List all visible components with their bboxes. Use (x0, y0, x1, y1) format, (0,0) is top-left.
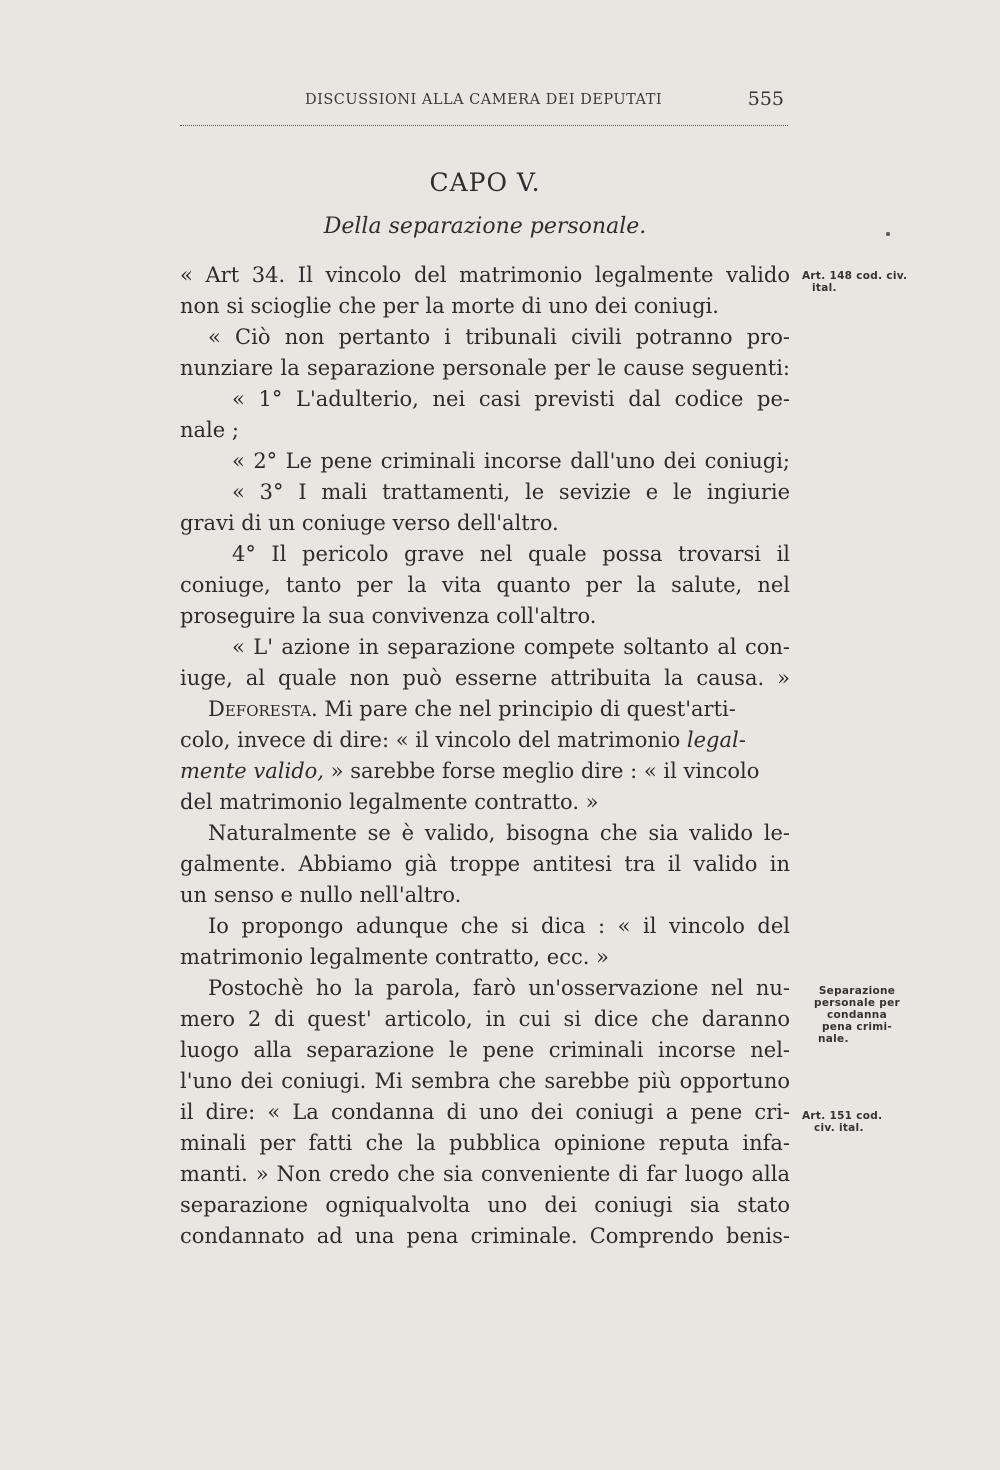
text-line (180, 694, 790, 725)
speaker-name: Deforesta. (208, 697, 318, 721)
text-line: il dire: « La condanna di uno dei coniugi a pene cri- (180, 1100, 790, 1124)
text-line: manti. » Non credo che sia conveniente di far luogo alla (180, 1162, 790, 1186)
text-line: « Art 34. Il vincolo del matrimonio legalmente valido (180, 263, 790, 287)
margin-note-line: Art. 148 cod. civ. (802, 270, 908, 282)
ink-mark (886, 232, 890, 236)
emphasis-text: legal- (686, 728, 746, 752)
text-line: « 1° L'adulterio, nei casi previsti dal codice pe- (232, 387, 790, 411)
margin-note-line: Separazione (818, 985, 896, 997)
text-line: « 3° I mali trattamenti, le sevizie e le ingiurie (232, 480, 790, 504)
text-line: « L' azione in separazione compete soltanto al con- (232, 635, 790, 659)
margin-note-line: nale. (818, 1033, 849, 1045)
text-line: galmente. Abbiamo già troppe antitesi tra il valido in (180, 852, 790, 876)
body-text (180, 260, 790, 1252)
chapter-title: CAPO V. (429, 168, 541, 197)
text-line: matrimonio legalmente contratto, ecc. » (180, 945, 609, 969)
running-header (180, 88, 790, 116)
chapter-subtitle: Della separazione personale. (323, 214, 647, 239)
margin-note-line: Art. 151 cod. (802, 1110, 883, 1122)
text-line: iuge, al quale non può esserne attribuita la causa. » (180, 666, 790, 690)
margin-note-separazione (802, 985, 912, 1045)
text-line: l'uno dei coniugi. Mi sembra che sarebbe più opportuno (180, 1069, 790, 1093)
margin-note-art-148 (802, 270, 912, 294)
margin-note-line: civ. ital. (814, 1122, 864, 1134)
margin-note-line: ital. (812, 282, 837, 294)
text-line: luogo alla separazione le pene criminali incorse nel- (180, 1038, 790, 1062)
speech-text: Mi pare che nel principio di quest'arti- (317, 697, 736, 721)
text-line: « 2° Le pene criminali incorse dall'uno dei coniugi; (232, 449, 790, 473)
text-line: condannato ad una pena criminale. Comprendo benis- (180, 1224, 790, 1248)
text-line: proseguire la sua convivenza coll'altro. (180, 604, 597, 628)
text-line: separazione ogniqualvolta uno dei coniugi sia stato (180, 1193, 790, 1217)
text-line: coniuge, tanto per la vita quanto per la salute, nel (180, 573, 790, 597)
speech-text: » sarebbe forse meglio dire : « il vincolo (324, 759, 760, 783)
text-line: gravi di un coniuge verso dell'altro. (180, 511, 559, 535)
running-title: DISCUSSIONI ALLA CAMERA DEI DEPUTATI (305, 92, 663, 108)
margin-note-line: personale per (814, 997, 900, 1009)
page-number: 555 (747, 88, 784, 110)
text-line: mero 2 di quest' articolo, in cui si dice che daranno (180, 1007, 790, 1031)
text-line (180, 756, 790, 787)
text-line: Io propongo adunque che si dica : « il vincolo del (208, 914, 790, 938)
text-line: del matrimonio legalmente contratto. » (180, 790, 599, 814)
text-line: Postochè ho la parola, farò un'osservazione nel nu- (208, 976, 790, 1000)
text-line: nale ; (180, 418, 239, 442)
header-rule (180, 125, 788, 126)
text-line: non si scioglie che per la morte di uno dei coniugi. (180, 294, 719, 318)
margin-note-art-151 (802, 1110, 912, 1134)
text-line: minali per fatti che la pubblica opinione reputa infa- (180, 1131, 790, 1155)
margin-note-line: pena crimi- (821, 1021, 893, 1033)
emphasis-text: mente valido, (180, 759, 324, 783)
margin-note-line: condanna (827, 1009, 887, 1021)
speech-text: colo, invece di dire: « il vincolo del matrimonio (180, 728, 687, 752)
text-line: nunziare la separazione personale per le cause seguenti: (180, 356, 790, 380)
text-line: un senso e nullo nell'altro. (180, 883, 462, 907)
text-line: Naturalmente se è valido, bisogna che sia valido le- (208, 821, 790, 845)
text-line: 4° Il pericolo grave nel quale possa trovarsi il (232, 542, 790, 566)
text-line (180, 725, 790, 756)
text-line: « Ciò non pertanto i tribunali civili potranno pro- (208, 325, 790, 349)
